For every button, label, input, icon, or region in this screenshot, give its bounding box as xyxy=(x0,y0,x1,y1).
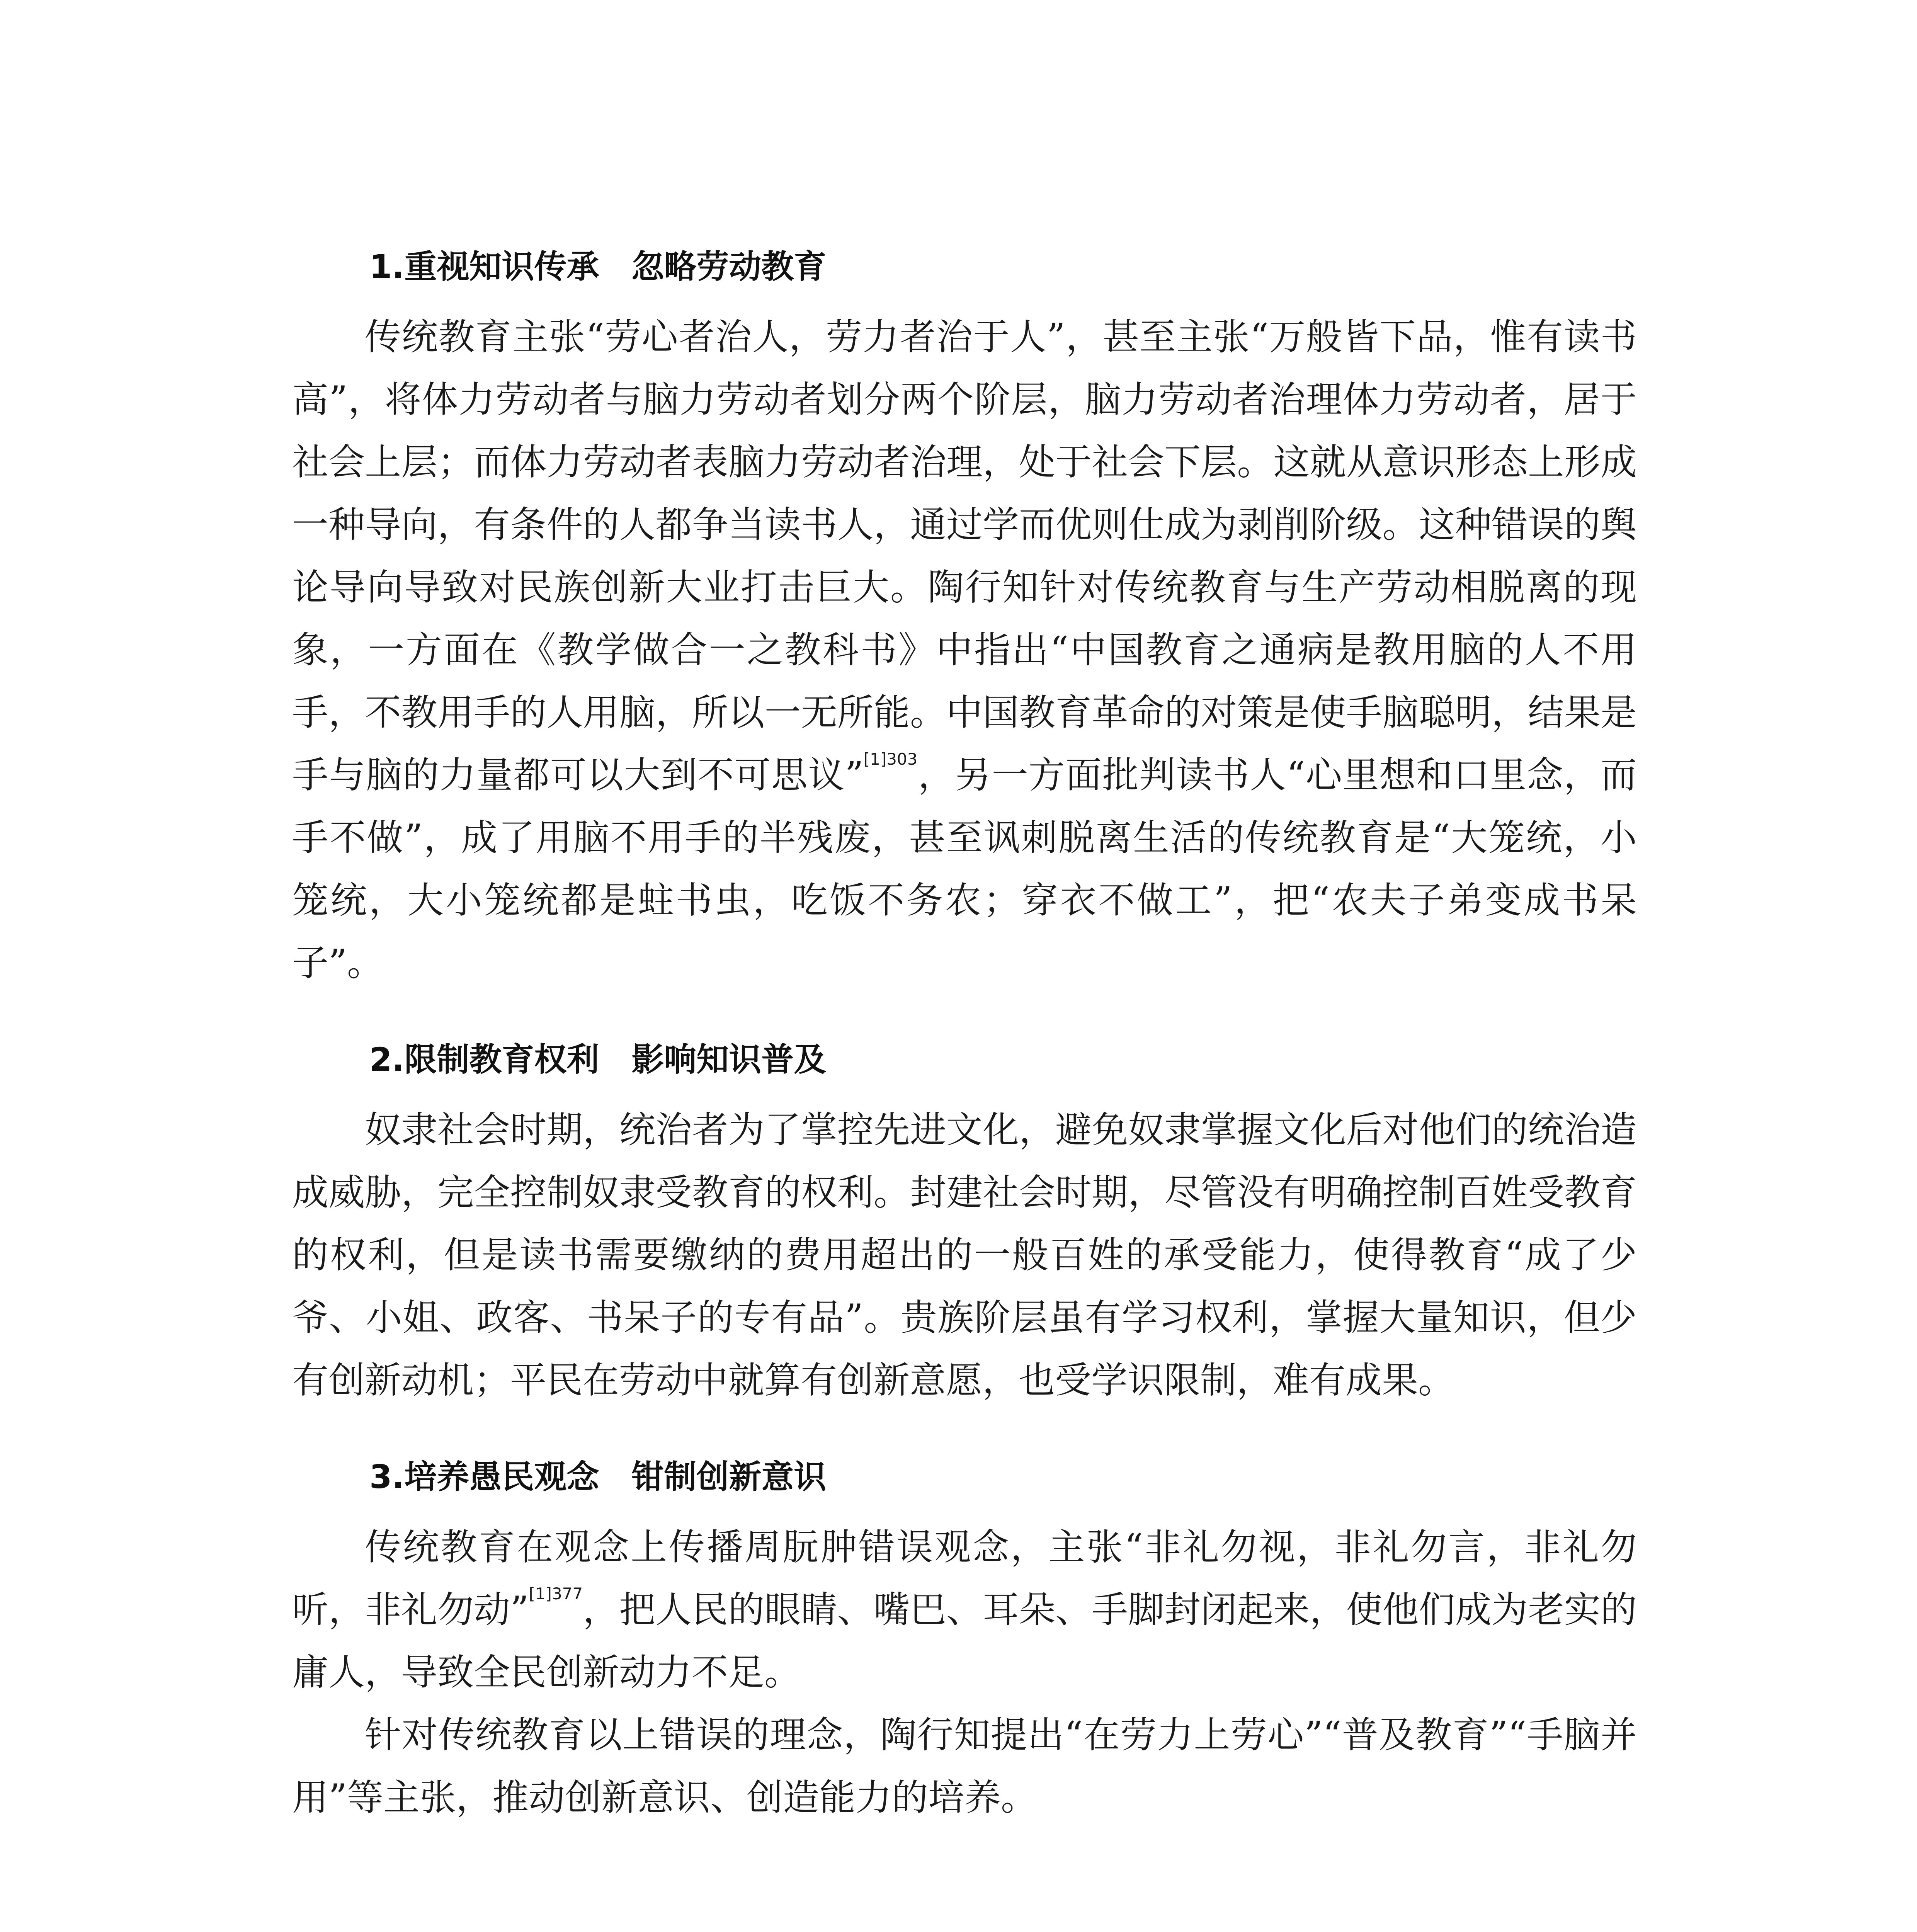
paragraph-text: 传统教育在观念上传播周朊肿错误观念，主张“非礼勿视，非礼勿言，非礼勿听，非礼勿动” xyxy=(292,1526,1637,1631)
citation-marker: [1]303 xyxy=(863,750,918,769)
section-3-paragraph-2 xyxy=(292,1704,1637,1829)
section-3 xyxy=(292,1454,1637,1829)
section-2-paragraph-1 xyxy=(292,1099,1637,1412)
paragraph-text: 奴隶社会时期，统治者为了掌控先进文化，避免奴隶掌握文化后对他们的统治造成威胁，完全控制奴隶受教育的权利。封建社会时期，尽管没有明确控制百姓受教育的权利，但是读书需要缴纳的费用超出的一般百姓的承受能力，使得教育“成了少爷、小姐、政客、书呆子的专有品”。贵族阶层虽有学习权利，掌握大量知识，但少有创新动机；平民在劳动中就算有创新意愿，也受学识限制，难有成果。 xyxy=(292,1109,1637,1401)
section-1-paragraph-1 xyxy=(292,306,1637,995)
section-1-heading-title: 1.重视知识传承 xyxy=(369,248,599,286)
section-3-heading xyxy=(292,1454,1637,1500)
section-1-heading-subtitle: 忽略劳动教育 xyxy=(631,248,827,286)
paragraph-text: 传统教育主张“劳心者治人，劳力者治于人”，甚至主张“万般皆下品，惟有读书高”，将体力劳动者与脑力劳动者划分两个阶层，脑力劳动者治理体力劳动者，居于社会上层；而体力劳动者表脑力劳动者治理，处于社会下层。这就从意识形态上形成一种导向，有条件的人都争当读书人，通过学而优则仕成为剥削阶级。这种错误的舆论导向导致对民族创新大业打击巨大。陶行知针对传统教育与生产劳动相脱离的现象，一方面在《教学做合一之教科书》中指出“中国教育之通病是教用脑的人不用手，不教用手的人用脑，所以一无所能。中国教育革命的对策是使手脑聪明，结果是手与脑的力量都可以大到不可思议” xyxy=(292,316,1637,796)
section-1 xyxy=(292,243,1637,995)
citation-marker: [1]377 xyxy=(529,1584,583,1603)
paragraph-text-continued: ，另一方面批判读书人“心里想和口里念，而手不做”，成了用脑不用手的半残废，甚至讽刺脱离生活的传统教育是“大笼统，小笼统，大小笼统都是蛀书虫，吃饭不务农；穿衣不做工”，把“农夫子弟变成书呆子”。 xyxy=(292,754,1637,984)
paragraph-text-continued: ，把人民的眼睛、嘴巴、耳朵、手脚封闭起来，使他们成为老实的庸人，导致全民创新动力不足。 xyxy=(292,1589,1637,1694)
section-3-heading-title: 3.培养愚民观念 xyxy=(369,1458,599,1496)
section-2-heading xyxy=(292,1036,1637,1083)
section-2-heading-title: 2.限制教育权利 xyxy=(369,1041,599,1078)
paragraph-text: 针对传统教育以上错误的理念，陶行知提出“在劳力上劳心”“普及教育”“手脑并用”等主张，推动创新意识、创造能力的培养。 xyxy=(292,1714,1637,1819)
section-2 xyxy=(292,1036,1637,1412)
document-body xyxy=(292,243,1637,1829)
section-3-paragraph-1 xyxy=(292,1516,1637,1704)
section-1-heading xyxy=(292,243,1637,290)
section-2-heading-subtitle: 影响知识普及 xyxy=(631,1041,827,1078)
section-3-heading-subtitle: 钳制创新意识 xyxy=(631,1458,827,1496)
